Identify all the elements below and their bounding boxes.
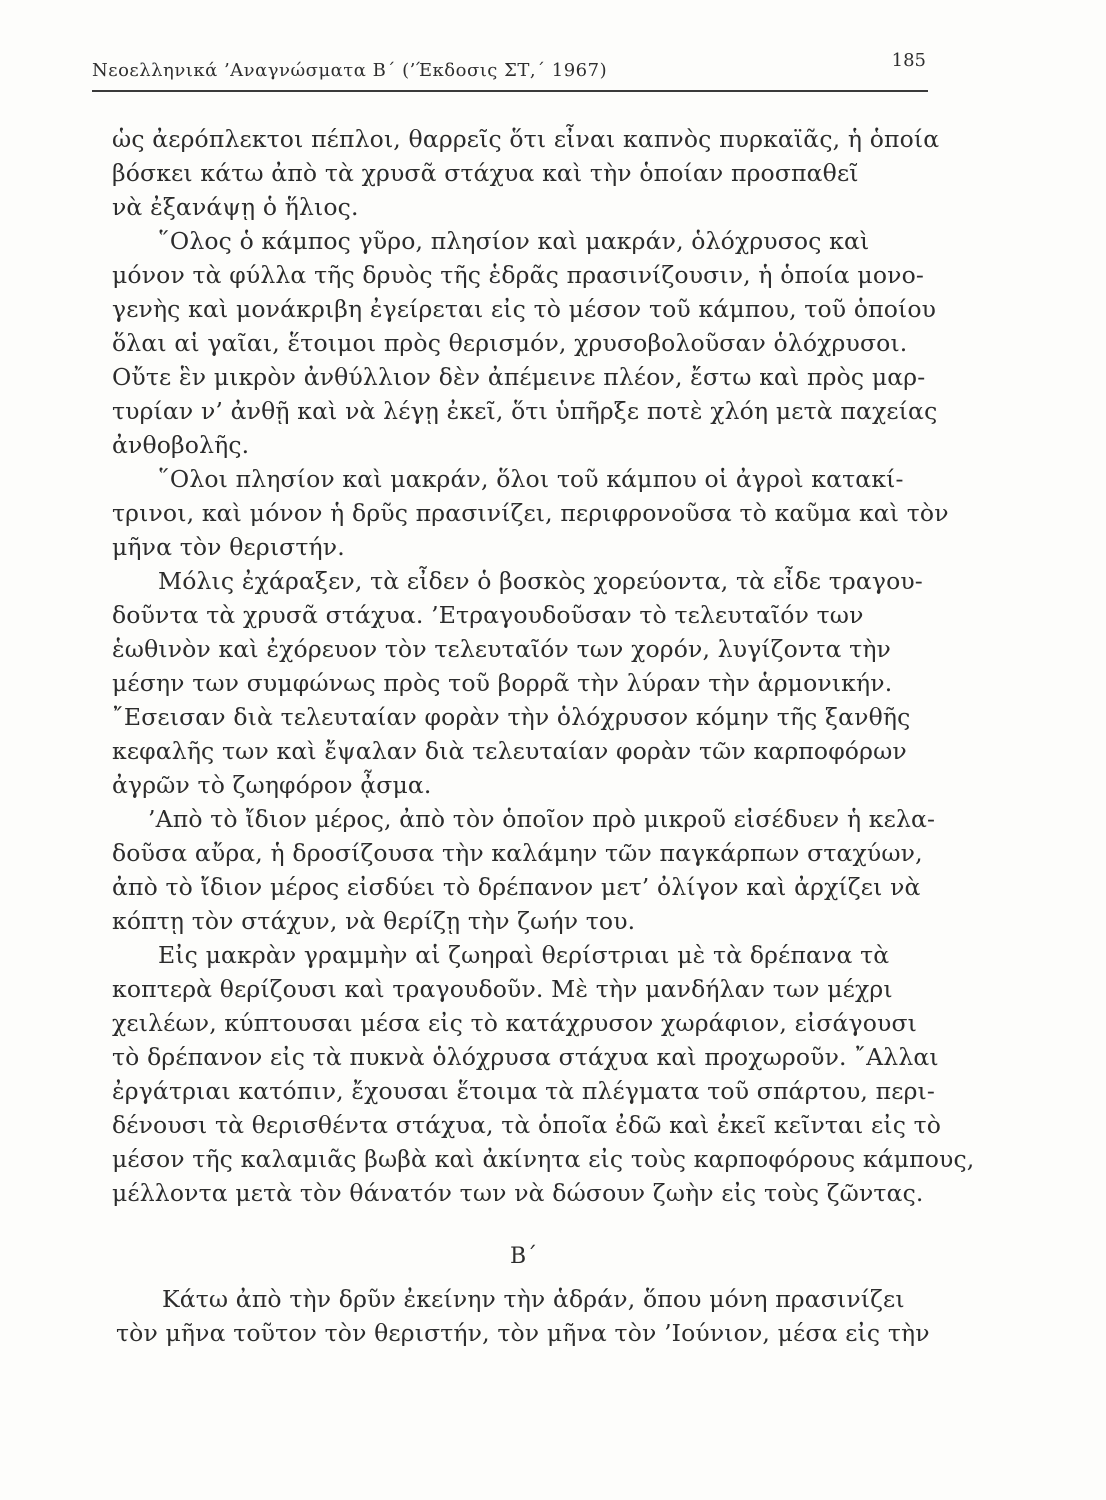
text-line: ἑωθινὸν καὶ ἐχόρευον τὸν τελευταῖόν των χορόν, λυγίζοντα τὴν <box>112 635 891 663</box>
text-line: κόπτῃ τὸν στάχυν, νὰ θερίζῃ τὴν ζωήν του. <box>112 907 636 935</box>
text-line: μέλλοντα μετὰ τὸν θάνατόν των νὰ δώσουν ζωὴν εἰς τοὺς ζῶντας. <box>112 1179 924 1207</box>
text-line: τὸν μῆνα τοῦτον τὸν θεριστήν, τὸν μῆνα τὸν ’Ιούνιον, μέσα εἰς τὴν <box>116 1319 930 1347</box>
text-line: Εἰς μακρὰν γραμμὴν αἱ ζωηραὶ θερίστριαι μὲ τὰ δρέπανα τὰ <box>158 941 890 969</box>
text-line: βόσκει κάτω ἀπὸ τὰ χρυσᾶ στάχυα καὶ τὴν ὁποίαν προσπαθεῖ <box>112 159 859 187</box>
text-line: μῆνα τὸν θεριστήν. <box>112 533 345 561</box>
text-line: ἀγρῶν τὸ ζωηφόρον ᾆσμα. <box>112 771 432 799</box>
text-line: γενὴς καὶ μονάκριβη ἐγείρεται εἰς τὸ μέσον τοῦ κάμπου, τοῦ ὁποίου <box>112 295 937 323</box>
text-line: μόνον τὰ φύλλα τῆς δρυὸς τῆς ἑδρᾶς πρασινίζουσιν, ἡ ὁποία μονο- <box>112 261 924 289</box>
text-line: ἀνθοβολῆς. <box>112 431 250 459</box>
text-line: ῞Ολος ὁ κάμπος γῦρο, πλησίον καὶ μακράν, ὁλόχρυσος καὶ <box>158 227 870 255</box>
running-header <box>92 50 928 92</box>
text-line: ῞Ολοι πλησίον καὶ μακράν, ὅλοι τοῦ κάμπου οἱ ἀγροὶ κατακί- <box>158 465 904 493</box>
text-line: Κάτω ἀπὸ τὴν δρῦν ἐκείνην τὴν ἁδράν, ὅπου μόνη πρασινίζει <box>162 1285 905 1313</box>
text-line: κεφαλῆς των καὶ ἔψαλαν διὰ τελευταίαν φορὰν τῶν καρποφόρων <box>112 737 907 765</box>
text-line: δένουσι τὰ θερισθέντα στάχυα, τὰ ὁποῖα ἐδῶ καὶ ἐκεῖ κεῖνται εἰς τὸ <box>112 1111 942 1139</box>
text-line: νὰ ἐξανάψῃ ὁ ἥλιος. <box>112 193 359 221</box>
text-line: Μόλις ἐχάραξεν, τὰ εἶδεν ὁ βοσκὸς χορεύοντα, τὰ εἶδε τραγου- <box>158 567 923 595</box>
section-heading: Β΄ <box>510 1244 538 1269</box>
text-line: χειλέων, κύπτουσαι μέσα εἰς τὸ κατάχρυσον χωράφιον, εἰσάγουσι <box>112 1009 918 1037</box>
text-line: ’Απὸ τὸ ἴδιον μέρος, ἀπὸ τὸν ὁποῖον πρὸ μικροῦ εἰσέδυεν ἡ κελα- <box>148 805 936 833</box>
text-line: μέσον τῆς καλαμιᾶς βωβὰ καὶ ἀκίνητα εἰς τοὺς καρποφόρους κάμπους, <box>112 1145 975 1173</box>
text-line: τυρίαν ν’ ἀνθῇ καὶ νὰ λέγῃ ἐκεῖ, ὅτι ὑπῆρξε ποτὲ χλόη μετὰ παχείας <box>112 397 938 425</box>
text-line: δοῦσα αὔρα, ἡ δροσίζουσα τὴν καλάμην τῶν παγκάρπων σταχύων, <box>112 839 923 867</box>
text-line: τρινοι, καὶ μόνον ἡ δρῦς πρασινίζει, περιφρονοῦσα τὸ καῦμα καὶ τὸν <box>112 499 949 527</box>
text-line: ἀπὸ τὸ ἴδιον μέρος εἰσδύει τὸ δρέπανον μετ’ ὀλίγον καὶ ἀρχίζει νὰ <box>112 873 921 901</box>
text-line: ὅλαι αἱ γαῖαι, ἕτοιμοι πρὸς θερισμόν, χρυσοβολοῦσαν ὁλόχρυσοι. <box>112 329 908 357</box>
text-line: μέσην των συμφώνως πρὸς τοῦ βορρᾶ τὴν λύραν τὴν ἁρμονικήν. <box>112 669 893 697</box>
text-line: ὡς ἀερόπλεκτοι πέπλοι, θαρρεῖς ὅτι εἶναι καπνὸς πυρκαϊᾶς, ἡ ὁποία <box>112 125 940 153</box>
page-number: 185 <box>891 50 926 71</box>
header-title: Νεοελληνικά ’Αναγνώσματα Β΄ (’Έκδοσις ΣΤ,΄ 1967) <box>92 60 608 81</box>
section-text <box>116 1282 956 1350</box>
text-line: κοπτερὰ θερίζουσι καὶ τραγουδοῦν. Μὲ τὴν μανδήλαν των μέχρι <box>112 975 893 1003</box>
text-line: ῎Εσεισαν διὰ τελευταίαν φορὰν τὴν ὁλόχρυσον κόμην τῆς ξανθῆς <box>112 703 911 731</box>
body-text <box>112 122 975 1210</box>
text-line: Οὔτε ἓν μικρὸν ἀνθύλλιον δὲν ἀπέμεινε πλέον, ἔστω καὶ πρὸς μαρ- <box>112 363 926 391</box>
text-line: ἐργάτριαι κατόπιν, ἔχουσαι ἕτοιμα τὰ πλέγματα τοῦ σπάρτου, περι- <box>112 1077 936 1105</box>
text-line: δοῦντα τὰ χρυσᾶ στάχυα. ’Ετραγουδοῦσαν τὸ τελευταῖόν των <box>112 601 864 629</box>
text-line: τὸ δρέπανον εἰς τὰ πυκνὰ ὁλόχρυσα στάχυα καὶ προχωροῦν. ῎Αλλαι <box>112 1043 939 1071</box>
